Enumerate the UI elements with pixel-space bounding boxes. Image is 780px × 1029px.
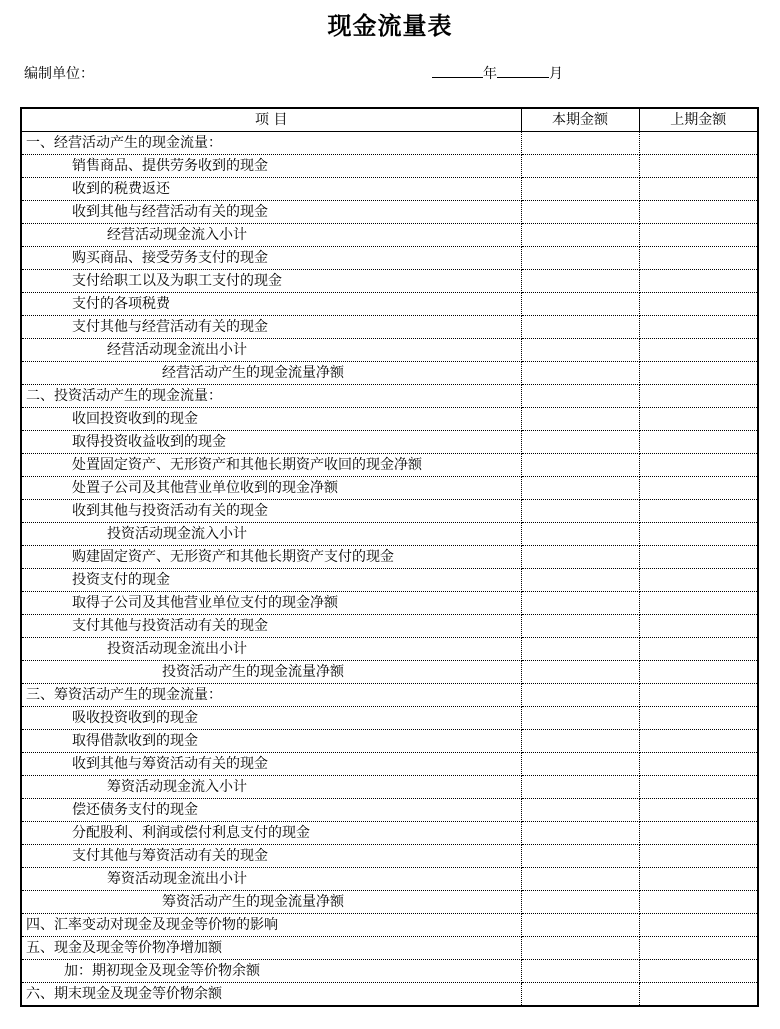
current-period-amount-cell[interactable]: [521, 707, 639, 730]
prior-period-amount-cell[interactable]: [639, 799, 758, 822]
prior-period-amount-cell[interactable]: [639, 845, 758, 868]
current-period-amount-cell[interactable]: [521, 454, 639, 477]
prior-period-amount-cell[interactable]: [639, 339, 758, 362]
row-item-label: 四、汇率变动对现金及现金等价物的影响: [21, 914, 521, 937]
row-item-label: 六、期末现金及现金等价物余额: [21, 983, 521, 1007]
prior-period-amount-cell[interactable]: [639, 247, 758, 270]
prior-period-amount-cell[interactable]: [639, 983, 758, 1007]
row-item-label: 筹资活动现金流入小计: [21, 776, 521, 799]
row-item-label: 支付其他与经营活动有关的现金: [21, 316, 521, 339]
prior-period-amount-cell[interactable]: [639, 362, 758, 385]
row-item-label: 购建固定资产、无形资产和其他长期资产支付的现金: [21, 546, 521, 569]
document-title: 现金流量表: [327, 12, 453, 40]
prior-period-amount-cell[interactable]: [639, 431, 758, 454]
current-period-amount-cell[interactable]: [521, 569, 639, 592]
table-row: [21, 638, 758, 661]
row-item-label: 收到其他与投资活动有关的现金: [21, 500, 521, 523]
table-row: [21, 339, 758, 362]
current-period-amount-cell[interactable]: [521, 408, 639, 431]
current-period-amount-cell[interactable]: [521, 799, 639, 822]
table-row: [21, 454, 758, 477]
prior-period-amount-cell[interactable]: [639, 500, 758, 523]
prior-period-amount-cell[interactable]: [639, 178, 758, 201]
row-item-label: 三、筹资活动产生的现金流量：: [21, 684, 521, 707]
prior-period-amount-cell[interactable]: [639, 155, 758, 178]
row-item-label: 取得子公司及其他营业单位支付的现金净额: [21, 592, 521, 615]
table-row: [21, 684, 758, 707]
row-item-label: 收回投资收到的现金: [21, 408, 521, 431]
prior-period-amount-cell[interactable]: [639, 270, 758, 293]
current-period-amount-cell[interactable]: [521, 914, 639, 937]
row-item-label: 支付给职工以及为职工支付的现金: [21, 270, 521, 293]
table-header-row: [21, 108, 758, 132]
current-period-amount-cell[interactable]: [521, 891, 639, 914]
current-period-amount-cell[interactable]: [521, 339, 639, 362]
current-period-amount-cell[interactable]: [521, 270, 639, 293]
row-item-label: 经营活动产生的现金流量净额: [21, 362, 521, 385]
table-row: [21, 362, 758, 385]
table-row: [21, 431, 758, 454]
row-item-label: 投资支付的现金: [21, 569, 521, 592]
current-period-amount-cell[interactable]: [521, 983, 639, 1007]
current-period-amount-cell[interactable]: [521, 546, 639, 569]
row-item-label: 支付其他与投资活动有关的现金: [21, 615, 521, 638]
table-row: [21, 730, 758, 753]
prior-period-amount-cell[interactable]: [639, 569, 758, 592]
row-item-label: 处置子公司及其他营业单位收到的现金净额: [21, 477, 521, 500]
table-row: [21, 868, 758, 891]
prior-period-amount-cell[interactable]: [639, 937, 758, 960]
current-period-amount-cell[interactable]: [521, 385, 639, 408]
table-row: [21, 132, 758, 155]
prior-period-amount-cell[interactable]: [639, 822, 758, 845]
column-header-prior-period: 上期金额: [639, 108, 758, 132]
current-period-amount-cell[interactable]: [521, 822, 639, 845]
row-item-label: 加：期初现金及现金等价物余额: [21, 960, 521, 983]
table-row: [21, 707, 758, 730]
table-row: [21, 845, 758, 868]
current-period-amount-cell[interactable]: [521, 523, 639, 546]
table-row: [21, 224, 758, 247]
year-blank[interactable]: [432, 63, 483, 78]
prior-period-amount-cell[interactable]: [639, 914, 758, 937]
prior-period-amount-cell[interactable]: [639, 891, 758, 914]
current-period-amount-cell[interactable]: [521, 477, 639, 500]
table-row: [21, 592, 758, 615]
row-item-label: 收到其他与经营活动有关的现金: [21, 201, 521, 224]
row-item-label: 处置固定资产、无形资产和其他长期资产收回的现金净额: [21, 454, 521, 477]
prior-period-amount-cell[interactable]: [639, 385, 758, 408]
current-period-amount-cell[interactable]: [521, 615, 639, 638]
row-item-label: 筹资活动现金流出小计: [21, 868, 521, 891]
current-period-amount-cell[interactable]: [521, 753, 639, 776]
table-row: [21, 822, 758, 845]
table-row: [21, 983, 758, 1007]
table-row: [21, 477, 758, 500]
current-period-amount-cell[interactable]: [521, 178, 639, 201]
prior-period-amount-cell[interactable]: [639, 753, 758, 776]
table-row: [21, 178, 758, 201]
column-header-item: 项 目: [21, 108, 521, 132]
table-row: [21, 155, 758, 178]
prior-period-amount-cell[interactable]: [639, 454, 758, 477]
month-label: 月: [549, 66, 563, 82]
current-period-amount-cell[interactable]: [521, 592, 639, 615]
current-period-amount-cell[interactable]: [521, 247, 639, 270]
prior-period-amount-cell[interactable]: [639, 661, 758, 684]
table-row: [21, 937, 758, 960]
table-row: [21, 661, 758, 684]
current-period-amount-cell[interactable]: [521, 776, 639, 799]
table-row: [21, 270, 758, 293]
row-item-label: 一、经营活动产生的现金流量：: [21, 132, 521, 155]
row-item-label: 收到其他与筹资活动有关的现金: [21, 753, 521, 776]
row-item-label: 购买商品、接受劳务支付的现金: [21, 247, 521, 270]
row-item-label: 销售商品、提供劳务收到的现金: [21, 155, 521, 178]
prior-period-amount-cell[interactable]: [639, 776, 758, 799]
prior-period-amount-cell[interactable]: [639, 592, 758, 615]
row-item-label: 取得借款收到的现金: [21, 730, 521, 753]
prior-period-amount-cell[interactable]: [639, 730, 758, 753]
row-item-label: 支付的各项税费: [21, 293, 521, 316]
preparer-unit-label: 编制单位：: [24, 66, 94, 82]
current-period-amount-cell[interactable]: [521, 661, 639, 684]
current-period-amount-cell[interactable]: [521, 132, 639, 155]
table-row: [21, 293, 758, 316]
table-row: [21, 960, 758, 983]
current-period-amount-cell[interactable]: [521, 431, 639, 454]
table-row: [21, 247, 758, 270]
row-item-label: 投资活动现金流入小计: [21, 523, 521, 546]
table-row: [21, 201, 758, 224]
prior-period-amount-cell[interactable]: [639, 224, 758, 247]
row-item-label: 取得投资收益收到的现金: [21, 431, 521, 454]
current-period-amount-cell[interactable]: [521, 155, 639, 178]
current-period-amount-cell[interactable]: [521, 500, 639, 523]
table-row: [21, 523, 758, 546]
row-item-label: 吸收投资收到的现金: [21, 707, 521, 730]
prior-period-amount-cell[interactable]: [639, 201, 758, 224]
table-row: [21, 385, 758, 408]
prior-period-amount-cell[interactable]: [639, 477, 758, 500]
prior-period-amount-cell[interactable]: [639, 960, 758, 983]
cash-flow-table: [20, 107, 759, 1007]
prior-period-amount-cell[interactable]: [639, 615, 758, 638]
table-body: [21, 132, 758, 1007]
current-period-amount-cell[interactable]: [521, 201, 639, 224]
prior-period-amount-cell[interactable]: [639, 707, 758, 730]
table-row: [21, 569, 758, 592]
table-row: [21, 914, 758, 937]
row-item-label: 分配股利、利润或偿付利息支付的现金: [21, 822, 521, 845]
prior-period-amount-cell[interactable]: [639, 684, 758, 707]
current-period-amount-cell[interactable]: [521, 960, 639, 983]
row-item-label: 投资活动现金流出小计: [21, 638, 521, 661]
current-period-amount-cell[interactable]: [521, 937, 639, 960]
table-row: [21, 615, 758, 638]
month-blank[interactable]: [497, 63, 549, 78]
prior-period-amount-cell[interactable]: [639, 546, 758, 569]
table-row: [21, 408, 758, 431]
row-item-label: 支付其他与筹资活动有关的现金: [21, 845, 521, 868]
current-period-amount-cell[interactable]: [521, 293, 639, 316]
table-row: [21, 891, 758, 914]
current-period-amount-cell[interactable]: [521, 730, 639, 753]
current-period-amount-cell[interactable]: [521, 684, 639, 707]
row-item-label: 收到的税费返还: [21, 178, 521, 201]
prior-period-amount-cell[interactable]: [639, 523, 758, 546]
year-label: 年: [483, 66, 497, 82]
row-item-label: 二、投资活动产生的现金流量：: [21, 385, 521, 408]
prior-period-amount-cell[interactable]: [639, 868, 758, 891]
row-item-label: 经营活动现金流出小计: [21, 339, 521, 362]
prior-period-amount-cell[interactable]: [639, 316, 758, 339]
table-row: [21, 776, 758, 799]
row-item-label: 筹资活动产生的现金流量净额: [21, 891, 521, 914]
row-item-label: 偿还债务支付的现金: [21, 799, 521, 822]
table-row: [21, 799, 758, 822]
table-row: [21, 500, 758, 523]
period-date-line: [432, 63, 563, 83]
table-row: [21, 753, 758, 776]
current-period-amount-cell[interactable]: [521, 638, 639, 661]
current-period-amount-cell[interactable]: [521, 316, 639, 339]
row-item-label: 经营活动现金流入小计: [21, 224, 521, 247]
prior-period-amount-cell[interactable]: [639, 408, 758, 431]
current-period-amount-cell[interactable]: [521, 845, 639, 868]
prior-period-amount-cell[interactable]: [639, 132, 758, 155]
current-period-amount-cell[interactable]: [521, 868, 639, 891]
row-item-label: 五、现金及现金等价物净增加额: [21, 937, 521, 960]
prior-period-amount-cell[interactable]: [639, 293, 758, 316]
current-period-amount-cell[interactable]: [521, 362, 639, 385]
column-header-current-period: 本期金额: [521, 108, 639, 132]
table-row: [21, 546, 758, 569]
prior-period-amount-cell[interactable]: [639, 638, 758, 661]
table-row: [21, 316, 758, 339]
row-item-label: 投资活动产生的现金流量净额: [21, 661, 521, 684]
current-period-amount-cell[interactable]: [521, 224, 639, 247]
